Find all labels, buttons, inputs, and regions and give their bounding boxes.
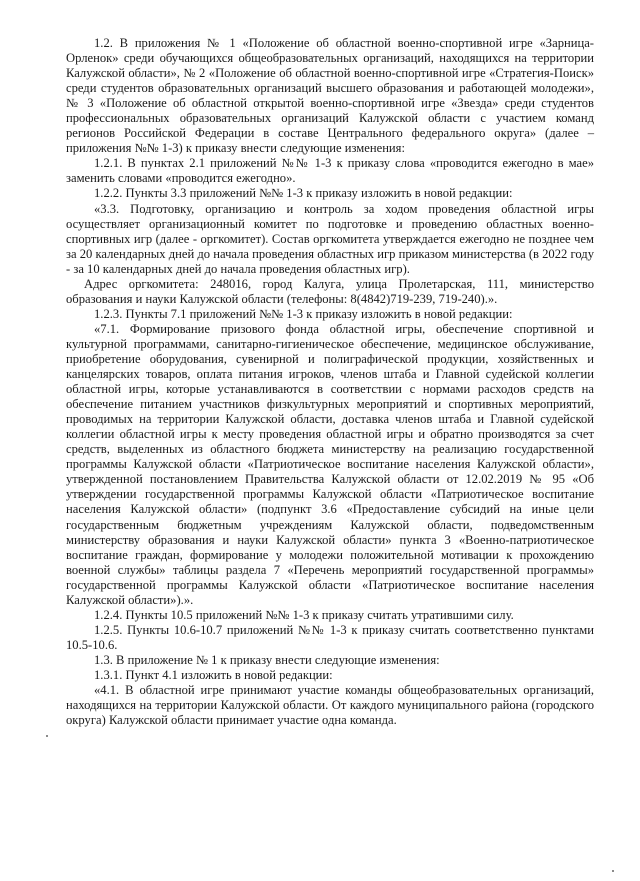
- document-body: [66, 36, 594, 728]
- paragraph-orgcommittee-address: Адрес оргкомитета: 248016, город Калуга, улица Пролетарская, 111, министерство образования и науки Калужской области (телефоны: 8(4842)719-239, 719-240).».: [66, 276, 594, 306]
- scan-speck: [46, 735, 48, 737]
- paragraph-3-3: «3.3. Подготовку, организацию и контроль за ходом проведения областной игры осуществляет организационный комитет по подготовке и проведению областных военно-спортивных игр (далее - оргкомитет). Состав оргкомитета утверждается ежегодно не позднее чем за 20 календарных дней до начала проведения областных игр приказом министерства (в 2022 году - за 10 календарных дней до начала проведения областных игр).: [66, 201, 594, 276]
- paragraph-1-3-1: 1.3.1. Пункт 4.1 изложить в новой редакции:: [94, 667, 333, 682]
- paragraph-1-2: 1.2. В приложения № 1 «Положение об областной военно-спортивной игре «Зарница-Орленок» среди обучающихся общеобразовательных организаций, находящихся на территории Калужской области», № 2 «Положение об областной военно-спортивной игре «Стратегия-Поиск» среди студентов образовательных организаций высшего образования и работающей молодежи», № 3 «Положение об областной открытой военно-спортивной игре «Звезда» среди студентов профессиональных образовательных организаций Калужской области с участием команд регионов Российской Федерации в составе Центрального федерального округа» (далее – приложения №№ 1-3) к приказу внести следующие изменения:: [66, 36, 594, 156]
- paragraph-1-2-2: 1.2.2. Пункты 3.3 приложений №№ 1-3 к приказу изложить в новой редакции:: [94, 186, 513, 201]
- paragraph-1-2-5: 1.2.5. Пункты 10.6-10.7 приложений №№ 1-3 к приказу считать соответственно пунктами 10.5-10.6.: [66, 622, 594, 652]
- paragraph-1-3: 1.3. В приложение № 1 к приказу внести следующие изменения:: [94, 652, 440, 667]
- scan-speck: [612, 870, 614, 872]
- paragraph-4-1: «4.1. В областной игре принимают участие команды общеобразовательных организаций, находящихся на территории Калужской области. От каждого муниципального района (городского округа) Калужской области принимает участие одна команда.: [66, 683, 594, 728]
- paragraph-1-2-1: 1.2.1. В пунктах 2.1 приложений №№ 1-3 к приказу слова «проводится ежегодно в мае» заменить словами «проводится ежегодно».: [66, 156, 594, 186]
- paragraph-7-1: «7.1. Формирование призового фонда областной игры, обеспечение спортивной и культурной программами, санитарно-гигиеническое обеспечение, медицинское обслуживание, приобретение оборудования, сувенирной и полиграфической продукции, хозяйственных и канцелярских товаров, оплата питания игроков, членов штаба и Главной судейской коллегии областной игры, которые устанавливаются в соответствии с нормами расходов средств на обеспечение питанием участников физкультурных мероприятий и спортивных мероприятий, проводимых на территории Калужской области, доставка членов штаба и Главной судейской коллегии областной игры к месту проведения областной игры и обратно производятся за счет средств, выделенных из областного бюджета министерству на реализацию государственной программы Калужской области «Патриотическое воспитание населения Калужской области», утвержденной постановлением Правительства Калужской области от 12.02.2019 № 95 «Об утверждении государственной программы Калужской области «Патриотическое воспитание населения Калужской области» (подпункт 3.6 «Предоставление субсидий на иные цели государственным бюджетным учреждениям Калужской области, подведомственным министерству образования и науки Калужской области» пункта 3 «Военно-патриотическое воспитание граждан, формирование у молодежи положительной мотивации к прохождению военной службы» таблицы раздела 7 «Перечень мероприятий государственной программы» государственной программы Калужской области «Патриотическое воспитание населения Калужской области»).».: [66, 321, 594, 607]
- paragraph-1-2-3: 1.2.3. Пункты 7.1 приложений №№ 1-3 к приказу изложить в новой редакции:: [94, 306, 513, 321]
- paragraph-1-2-4: 1.2.4. Пункты 10.5 приложений №№ 1-3 к приказу считать утратившими силу.: [94, 607, 514, 622]
